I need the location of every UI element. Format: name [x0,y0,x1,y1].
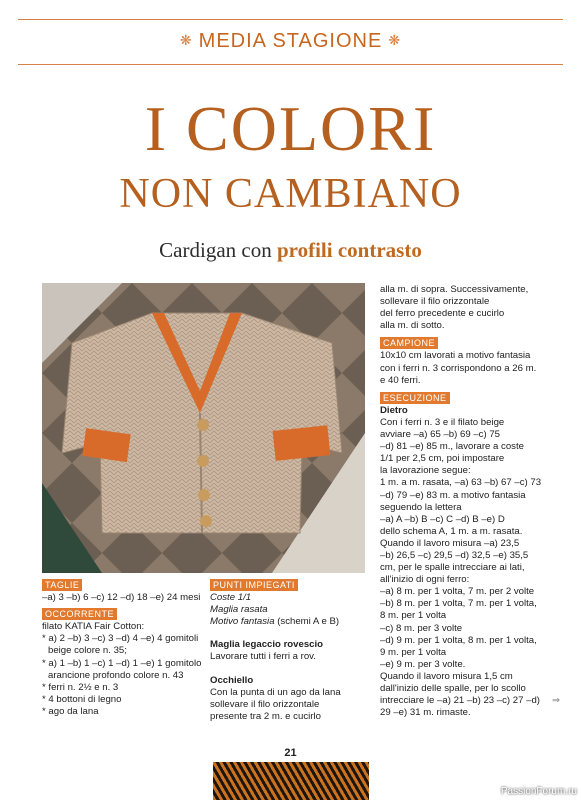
campione-label: CAMPIONE [380,337,438,349]
occorrente-label: OCCORRENTE [42,608,117,620]
right-line: sollevare il filo orizzontale [380,296,490,308]
dietro-line: Con i ferri n. 3 e il filato beige [380,416,505,428]
title-line-2: NON CAMBIANO [119,171,462,217]
punti-line: Maglia rasata [210,604,268,616]
dietro-line: 9 m. per 1 volta [380,646,447,658]
watermark: PassionForum.ru [500,786,577,797]
occorrente-line: * a) 1 –b) 1 –c) 1 –d) 1 –e) 1 gomitolo [42,657,202,669]
dietro-line: all'inizio di ogni ferro: [380,574,470,586]
punti-line: Coste 1/1 [210,592,252,604]
dietro-line: 1/1 per 2,5 cm, poi impostare [380,453,505,465]
occorrente-line: * ago da lana [42,705,99,717]
dietro-line: 8 m. per 1 volta [380,610,447,622]
dietro-line: –b) 8 m. per 1 volta, 7 m. per 1 volta, [380,598,537,610]
right-column [380,284,560,719]
dietro-line: –a) A –b) B –c) C –d) B –e) D [380,513,505,525]
dietro-line: –d) 79 –e) 83 m. a motivo fantasia [380,489,526,501]
dietro-line: la lavorazione segue: [380,465,471,477]
dietro-line: 29 –e) 31 m. rimaste. [380,707,471,719]
dietro-line: avviare –a) 65 –b) 69 –c) 75 [380,429,500,441]
title-line-1: I COLORI [144,93,437,164]
knit-pattern-strip [213,762,369,800]
dietro-line: –e) 9 m. per 3 volte. [380,658,466,670]
dietro-line: intrecciare le –a) 21 –b) 23 –c) 27 –d) ⇒ [380,695,560,707]
dietro-line: Quando il lavoro misura 1,5 cm [380,670,513,682]
dietro-line: cm, per le spalle intrecciare ai lati, [380,562,525,574]
dietro-line: –b) 26,5 –c) 29,5 –d) 32,5 –e) 35,5 [380,549,529,561]
legaccio-title: Maglia legaccio rovescio [210,639,324,651]
right-line: alla m. di sotto. [380,320,445,332]
taglie-label: TAGLIE [42,579,82,591]
punti-line: Motivo fantasia [210,616,275,628]
punti-suffix: (schemi A e B) [274,616,340,628]
subtitle-plain: Cardigan con [159,238,277,262]
dietro-line: –a) 8 m. per 1 volta, 7 m. per 2 volte [380,586,535,598]
occorrente-line: beige colore n. 35; [48,645,127,657]
page-number: 21 [284,747,297,759]
dietro-line: dello schema A, 1 m. a m. rasata. [380,525,523,537]
occhiello-line: Con la punta di un ago da lana [210,686,341,698]
left-column [42,577,202,718]
dietro-line: seguendo la lettera [380,501,462,513]
cardigan-photo [42,283,365,573]
esecuzione-label: ESECUZIONE [380,392,450,404]
occorrente-line: arancione profondo colore n. 43 [48,669,184,681]
right-line: del ferro precedente e cucirlo [380,308,505,320]
punti-label: PUNTI IMPIEGATI [210,579,298,591]
section-title: MEDIA STAGIONE [198,30,383,52]
dietro-line: –d) 81 –e) 85 m., lavorare a coste [380,441,524,453]
occorrente-line: * 4 bottoni di legno [42,693,122,705]
dietro-line: –d) 9 m. per 1 volta, 8 m. per 1 volta, [380,634,537,646]
campione-line: 10x10 cm lavorati a motivo fantasia [380,350,531,362]
dietro-line: 1 m. a m. rasata, –a) 63 –b) 67 –c) 73 [380,477,542,489]
middle-column [210,577,370,723]
occorrente-line: filato KATIA Fair Cotton: [42,621,145,633]
continue-arrow-icon: ⇒ [551,695,560,707]
legaccio-text: Lavorare tutti i ferri a rov. [210,651,316,663]
occhiello-title: Occhiello [210,674,254,686]
subtitle [0,238,581,263]
header-rule [18,64,563,65]
ornament-icon: ❋ [179,32,193,48]
cardigan-illustration [42,283,365,573]
dietro-line: Quando il lavoro misura –a) 23,5 [380,537,520,549]
subtitle-bold: profili contrasto [276,238,422,262]
occhiello-line: sollevare il filo orizzontale [210,698,320,710]
campione-line: con i ferri n. 3 corrispondono a 26 m. [380,362,537,374]
ornament-icon: ❋ [388,32,402,48]
occorrente-line: * a) 2 –b) 3 –c) 3 –d) 4 –e) 4 gomitoli [42,633,199,645]
occorrente-line: * ferri n. 2½ e n. 3 [42,681,119,693]
dietro-line: dall'inizio delle spalle, per lo scollo [380,683,526,694]
taglie-text: –a) 3 –b) 6 –c) 12 –d) 18 –e) 24 mesi [42,592,201,604]
campione-line: e 40 ferri. [380,374,421,386]
top-rule [18,19,563,20]
occhiello-line: presente tra 2 m. e cucirlo [210,710,321,722]
right-line: alla m. di sopra. Successivamente, [380,284,529,295]
dietro-text [380,417,560,719]
section-header [0,30,581,53]
dietro-line: –c) 8 m. per 3 volte [380,622,463,634]
dietro-title: Dietro [380,404,408,416]
